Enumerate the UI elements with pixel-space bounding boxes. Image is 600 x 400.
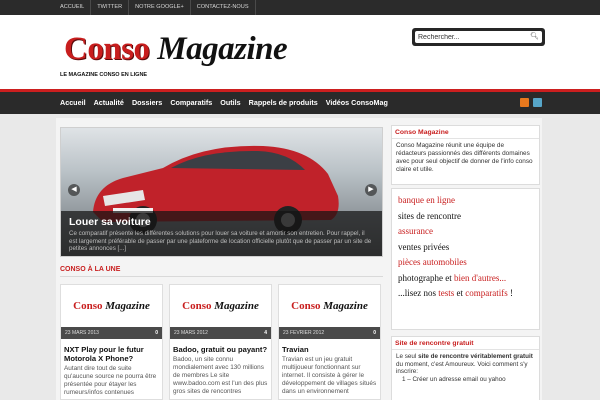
about-widget [391, 125, 540, 185]
nav-videos[interactable]: Vidéos ConsoMag [325, 98, 388, 107]
featured-cards [60, 284, 383, 400]
article-date: 23 MARS 2012 [174, 330, 208, 336]
about-widget-title: Conso Magazine [392, 126, 539, 139]
section-title: CONSO À LA UNE [60, 263, 383, 277]
thumb-logo-conso: Conso [291, 300, 321, 312]
dating-widget [391, 336, 540, 400]
article-card[interactable] [169, 284, 272, 400]
nav-actualite[interactable]: Actualité [93, 98, 124, 107]
dating-text: Le seul [396, 353, 419, 360]
thumb-logo-magazine: Magazine [323, 300, 368, 312]
dating-widget-text [392, 350, 539, 386]
nav-dossiers[interactable]: Dossiers [131, 98, 163, 107]
link-text: pièces automobiles [398, 257, 467, 267]
dating-bold-text: site de rencontre véritablement gratuit [418, 353, 533, 360]
main-nav-bar [0, 89, 600, 114]
link-text: et [445, 272, 452, 283]
link-text: banque en ligne [398, 195, 455, 205]
social-icons [520, 98, 542, 107]
chevron-right-icon[interactable]: ▶ [365, 184, 377, 196]
article-excerpt: Badoo, un site connu mondialement avec 130 millions de membres Le site www.badoo.com est l'un des plus gros sites de rencontres [173, 356, 268, 395]
article-meta [61, 327, 162, 339]
dating-step: 1 – Créer un adresse email ou yahoo [402, 375, 506, 383]
nav-rappels[interactable]: Rappels de produits [248, 98, 318, 107]
comment-count[interactable]: 0 [155, 330, 158, 336]
nav-outils[interactable]: Outils [220, 98, 241, 107]
search-input[interactable] [415, 31, 525, 43]
article-card[interactable] [278, 284, 381, 400]
nav-comparatifs[interactable]: Comparatifs [170, 98, 213, 107]
article-thumbnail[interactable] [61, 285, 162, 327]
category-links-widget [391, 188, 540, 330]
link-text: ...lisez nos [398, 288, 436, 298]
top-bar [0, 0, 600, 15]
article-title[interactable]: Badoo, gratuit ou payant? [173, 345, 268, 354]
search-box [415, 31, 542, 43]
article-title[interactable]: Travian [282, 345, 309, 354]
comment-count[interactable]: 0 [373, 330, 376, 336]
thumb-logo-magazine: Magazine [105, 300, 150, 312]
article-title[interactable]: NXT Play pour le futur Motorola X Phone? [64, 345, 144, 363]
slide-title[interactable]: Louer sa voiture [69, 216, 151, 228]
article-excerpt: Travian est un jeu gratuit multijoueur fonctionnant sur internet. Il consiste à gérer le développement de villages situés dans un environnement [282, 356, 377, 395]
article-thumbnail[interactable] [279, 285, 380, 327]
logo-conso: Conso [64, 31, 150, 67]
site-header [0, 15, 600, 89]
link-text: ventes privées [398, 241, 450, 252]
link-text: assurance [398, 226, 433, 236]
link-pieces-auto[interactable] [398, 255, 533, 271]
link-text: sites de rencontre [398, 210, 461, 221]
link-banque[interactable] [398, 193, 533, 209]
dating-text: du moment, c'est Amoureux. Voici comment s'y inscrire: [396, 360, 528, 376]
topnav-contact[interactable]: CONTACTEZ-NOUS [191, 0, 256, 15]
slide-caption [61, 211, 382, 256]
site-tagline: LE MAGAZINE CONSO EN LIGNE [60, 72, 148, 78]
twitter-icon[interactable] [533, 98, 542, 107]
link-text: bien d'autres... [454, 272, 507, 283]
thumb-logo-magazine: Magazine [214, 300, 259, 312]
topnav-google-plus[interactable]: NOTRE GOOGLE+ [129, 0, 191, 15]
link-text: photographe [398, 272, 443, 283]
article-thumbnail[interactable] [170, 285, 271, 327]
link-text: ! [510, 288, 513, 298]
search-container [412, 28, 545, 46]
article-meta [279, 327, 380, 339]
rss-icon[interactable] [520, 98, 529, 107]
article-card[interactable] [60, 284, 163, 400]
search-icon[interactable]: 🔍︎ [530, 33, 539, 40]
article-meta [170, 327, 271, 339]
article-excerpt: Autant dire tout de suite qu'aucune source ne pourra être présentée pour étayer les rumeurs/infos contenues [64, 365, 157, 396]
link-assurance[interactable] [398, 224, 533, 240]
link-text: tests [438, 288, 455, 298]
dating-widget-title: Site de rencontre gratuit [392, 337, 539, 350]
about-widget-text: Conso Magazine réunit une équipe de rédacteurs passionnés des différents domaines avec pour seul objectif de donner de l'info conso claire et utile. [396, 142, 533, 173]
logo-magazine: Magazine [157, 31, 288, 67]
main-content [56, 118, 542, 400]
nav-accueil[interactable]: Accueil [60, 98, 86, 107]
link-text: comparatifs [465, 288, 508, 298]
thumb-logo-conso: Conso [182, 300, 212, 312]
main-nav [56, 92, 392, 114]
article-date: 23 FEVRIER 2012 [283, 330, 325, 336]
top-nav [56, 0, 256, 15]
topnav-accueil[interactable]: ACCUEIL [56, 0, 91, 15]
link-text: et [456, 288, 464, 298]
site-logo[interactable] [64, 33, 287, 66]
thumb-logo-conso: Conso [73, 300, 103, 312]
chevron-left-icon[interactable]: ◀ [68, 184, 80, 196]
link-ventes-privees[interactable] [398, 240, 533, 256]
slide-text: Ce comparatif présente les différentes solutions pour louer sa voiture et amortir son entretien. Pour rappel, il est largement préférable de passer par une plateforme de location officielle plutôt que de passer par un site de petites annonces [...] [69, 230, 372, 252]
comment-count[interactable]: 4 [264, 330, 267, 336]
article-date: 23 MARS 2013 [65, 330, 99, 336]
link-rencontre[interactable] [398, 209, 533, 225]
topnav-twitter[interactable]: TWITTER [91, 0, 129, 15]
link-tests[interactable] [398, 286, 533, 302]
featured-slider[interactable] [60, 127, 383, 257]
link-photographe[interactable] [398, 271, 533, 287]
